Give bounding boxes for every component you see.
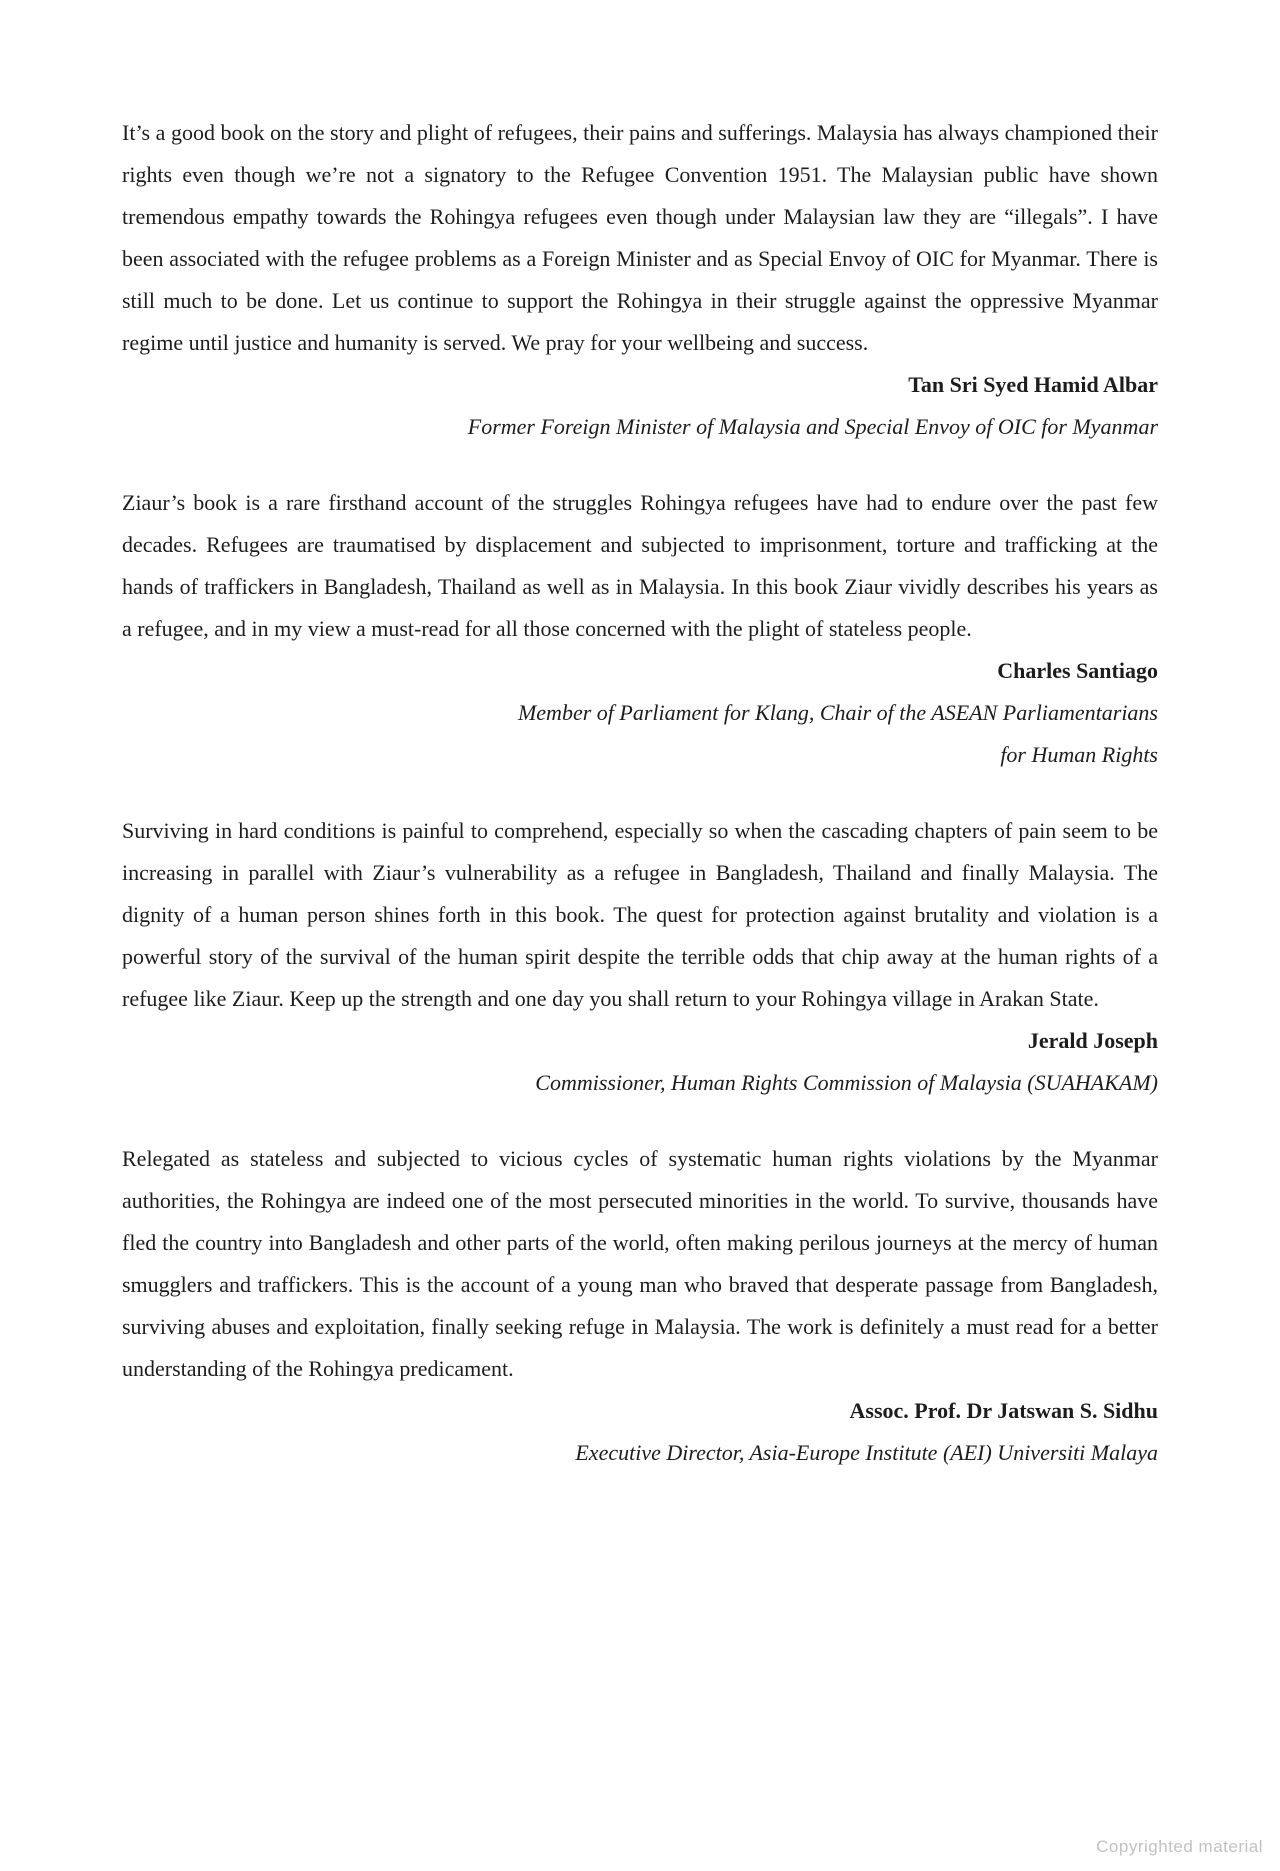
endorsement-quote: Surviving in hard conditions is painful to comprehend, especially so when the cascading chapters of pain seem to be increasing in parallel with Ziaur’s vulnerability as a refugee in Bangladesh, Thailand and finally Malaysia. The dignity of a human person shines forth in this book. The quest for protection against brutality and violation is a powerful story of the survival of the human spirit despite the terrible odds that chip away at the human rights of a refugee like Ziaur. Keep up the strength and one day you shall return to your Rohingya village in Arakan State.: [122, 818, 1158, 1011]
endorser-title: for Human Rights: [1000, 742, 1158, 767]
endorsement-quote: It’s a good book on the story and plight of refugees, their pains and sufferings. Malaysia has always championed their rights even though we’re not a signatory to the Refugee Convention 1951. The Malaysian public have shown tremendous empathy towards the Rohingya refugees even though under Malaysian law they are “illegals”. I have been associated with the refugee problems as a Foreign Minister and as Special Envoy of OIC for Myanmar. There is still much to be done. Let us continue to support the Rohingya in their struggle against the oppressive Myanmar regime until justice and humanity is served. We pray for your wellbeing and success.: [122, 120, 1158, 355]
endorsement-block: [122, 482, 1158, 776]
endorsement-block: [122, 112, 1158, 448]
endorser-title: Member of Parliament for Klang, Chair of the ASEAN Parliamentarians: [517, 700, 1158, 725]
endorsement-block: [122, 1138, 1158, 1474]
endorsement-quote: Relegated as stateless and subjected to vicious cycles of systematic human rights violations by the Myanmar authorities, the Rohingya are indeed one of the most persecuted minorities in the world. To survive, thousands have fled the country into Bangladesh and other parts of the world, often making perilous journeys at the mercy of human smugglers and traffickers. This is the account of a young man who braved that desperate passage from Bangladesh, surviving abuses and exploitation, finally seeking refuge in Malaysia. The work is definitely a must read for a better understanding of the Rohingya predicament.: [122, 1146, 1158, 1381]
copyright-watermark: Copyrighted material: [1096, 1837, 1263, 1856]
endorsements-content: [122, 112, 1158, 1474]
endorser-title: Commissioner, Human Rights Commission of Malaysia (SUAHAKAM): [535, 1070, 1158, 1095]
endorser-title: Executive Director, Asia-Europe Institute (AEI) Universiti Malaya: [575, 1440, 1158, 1465]
endorsement-block: [122, 810, 1158, 1104]
endorsement-quote: Ziaur’s book is a rare firsthand account of the struggles Rohingya refugees have had to endure over the past few decades. Refugees are traumatised by displacement and subjected to imprisonment, torture and trafficking at the hands of traffickers in Bangladesh, Thailand as well as in Malaysia. In this book Ziaur vividly describes his years as a refugee, and in my view a must-read for all those concerned with the plight of stateless people.: [122, 490, 1158, 641]
endorser-title: Former Foreign Minister of Malaysia and Special Envoy of OIC for Myanmar: [467, 414, 1158, 439]
endorser-name: Assoc. Prof. Dr Jatswan S. Sidhu: [849, 1398, 1158, 1423]
endorser-name: Tan Sri Syed Hamid Albar: [908, 372, 1158, 397]
endorser-name: Charles Santiago: [997, 658, 1158, 683]
endorser-name: Jerald Joseph: [1027, 1028, 1158, 1053]
